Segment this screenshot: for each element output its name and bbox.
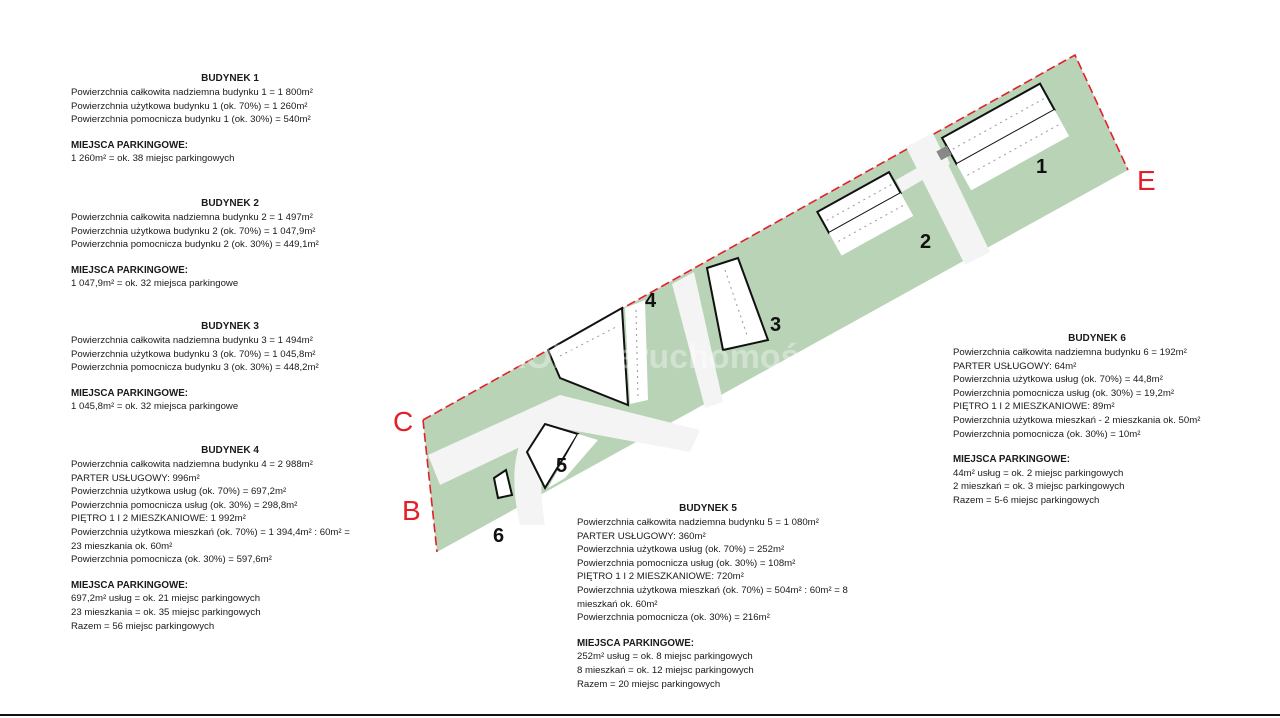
parking-heading: MIEJSCA PARKINGOWE: xyxy=(577,637,695,649)
info-line: mieszkań ok. 60m² xyxy=(577,598,658,610)
parking-heading: MIEJSCA PARKINGOWE: xyxy=(71,387,189,399)
parking-line: Razem = 20 miejsc parkingowych xyxy=(577,678,721,690)
info-line: Powierzchnia użytkowa usług (ok. 70%) = 252m² xyxy=(577,544,785,556)
parking-heading: MIEJSCA PARKINGOWE: xyxy=(953,454,1071,466)
info-line: PARTER USŁUGOWY: 360m² xyxy=(577,530,706,542)
info-line: Powierzchnia pomocnicza budynku 2 (ok. 30%) = 449,1m² xyxy=(71,239,319,251)
info-line: Powierzchnia użytkowa mieszkań (ok. 70%) = 1 394,4m² : 60m² = xyxy=(71,526,350,538)
info-line: PARTER USŁUGOWY: 64m² xyxy=(953,360,1077,372)
building-6-title: BUDYNEK 6 xyxy=(1068,333,1126,344)
parking-line: Razem = 56 miejsc parkingowych xyxy=(71,620,215,632)
parking-line: 697,2m² usług = ok. 21 miejsc parkingowych xyxy=(71,593,261,605)
building-5-title: BUDYNEK 5 xyxy=(679,503,737,514)
info-line: Powierzchnia całkowita nadziemna budynku 2 = 1 497m² xyxy=(71,212,313,223)
info-line: Powierzchnia pomocnicza budynku 3 (ok. 30%) = 448,2m² xyxy=(71,362,319,374)
parking-line: 1 045,8m² = ok. 32 miejsca parkingowe xyxy=(71,401,239,413)
parking-line: 1 047,9m² = ok. 32 miejsca parkingowe xyxy=(71,278,239,290)
building-3-info xyxy=(71,320,389,414)
label-building-6: 6 xyxy=(493,525,505,547)
building-5-info xyxy=(577,502,848,691)
parking-heading: MIEJSCA PARKINGOWE: xyxy=(71,579,189,591)
parking-line: 252m² usług = ok. 8 miejsc parkingowych xyxy=(577,651,753,663)
info-line: Powierzchnia użytkowa mieszkań - 2 mieszkania ok. 50m² xyxy=(953,414,1201,426)
parking-line: 1 260m² = ok. 38 miejsc parkingowych xyxy=(71,153,235,165)
info-line: Powierzchnia użytkowa budynku 2 (ok. 70%) = 1 047,9m² xyxy=(71,225,316,237)
info-line: Powierzchnia całkowita nadziemna budynku 5 = 1 080m² xyxy=(577,517,819,528)
info-line: PIĘTRO 1 I 2 MIESZKANIOWE: 1 992m² xyxy=(71,513,246,525)
building-4-title: BUDYNEK 4 xyxy=(201,445,259,456)
parking-line: 2 mieszkań = ok. 3 miejsc parkingowych xyxy=(953,481,1125,493)
building-2-info xyxy=(71,197,389,291)
info-line: Powierzchnia pomocnicza usług (ok. 30%) = 108m² xyxy=(577,557,796,569)
parking-heading: MIEJSCA PARKINGOWE: xyxy=(71,264,189,276)
info-line: Powierzchnia użytkowa mieszkań (ok. 70%) = 504m² : 60m² = 8 xyxy=(577,584,848,596)
building-3-title: BUDYNEK 3 xyxy=(201,321,259,332)
info-line: PARTER USŁUGOWY: 996m² xyxy=(71,472,200,484)
info-line: PIĘTRO 1 I 2 MIESZKANIOWE: 89m² xyxy=(953,401,1115,413)
building-1-title: BUDYNEK 1 xyxy=(201,73,259,84)
info-line: Powierzchnia pomocnicza usług (ok. 30%) = 298,8m² xyxy=(71,499,298,511)
info-line: Powierzchnia całkowita nadziemna budynku 4 = 2 988m² xyxy=(71,459,313,470)
boundary-letter-c: C xyxy=(393,406,414,437)
info-line: Powierzchnia pomocnicza budynku 1 (ok. 30%) = 540m² xyxy=(71,114,311,126)
parking-line: 23 mieszkania = ok. 35 miejsc parkingowych xyxy=(71,606,261,618)
parking-line: 8 mieszkań = ok. 12 miejsc parkingowych xyxy=(577,664,754,676)
info-line: Powierzchnia użytkowa budynku 3 (ok. 70%) = 1 045,8m² xyxy=(71,348,316,360)
watermark: KRKON nieruchomości xyxy=(452,338,828,376)
info-line: Powierzchnia pomocnicza (ok. 30%) = 216m² xyxy=(577,612,770,624)
building-6-info xyxy=(953,332,1241,508)
parking-line: Razem = 5-6 miejsc parkingowych xyxy=(953,494,1100,506)
info-line: Powierzchnia całkowita nadziemna budynku 1 = 1 800m² xyxy=(71,87,313,98)
boundary-letter-b: B xyxy=(402,495,421,526)
label-building-4: 4 xyxy=(645,290,657,312)
label-building-1: 1 xyxy=(1036,156,1048,178)
info-line: Powierzchnia pomocnicza usług (ok. 30%) = 19,2m² xyxy=(953,387,1175,399)
label-building-5: 5 xyxy=(556,455,568,477)
bottom-border xyxy=(0,714,1280,716)
building-2-title: BUDYNEK 2 xyxy=(201,198,259,209)
building-4-info xyxy=(71,444,389,633)
info-line: Powierzchnia użytkowa budynku 1 (ok. 70%) = 1 260m² xyxy=(71,100,308,112)
info-line: PIĘTRO 1 I 2 MIESZKANIOWE: 720m² xyxy=(577,571,744,583)
boundary-letter-e: E xyxy=(1137,165,1156,196)
label-building-2: 2 xyxy=(920,231,932,253)
info-line: 23 mieszkania ok. 60m² xyxy=(71,540,173,552)
info-line: Powierzchnia całkowita nadziemna budynku 6 = 192m² xyxy=(953,347,1187,358)
building-1-info xyxy=(71,72,389,166)
parking-line: 44m² usług = ok. 2 miejsc parkingowych xyxy=(953,467,1124,479)
info-line: Powierzchnia całkowita nadziemna budynku 3 = 1 494m² xyxy=(71,335,313,346)
parking-heading: MIEJSCA PARKINGOWE: xyxy=(71,139,189,151)
info-line: Powierzchnia użytkowa usług (ok. 70%) = 44,8m² xyxy=(953,374,1163,386)
info-line: Powierzchnia pomocnicza (ok. 30%) = 597,6m² xyxy=(71,554,272,566)
label-building-3: 3 xyxy=(770,314,782,336)
info-line: Powierzchnia pomocnicza (ok. 30%) = 10m² xyxy=(953,428,1141,440)
info-line: Powierzchnia użytkowa usług (ok. 70%) = 697,2m² xyxy=(71,486,287,498)
